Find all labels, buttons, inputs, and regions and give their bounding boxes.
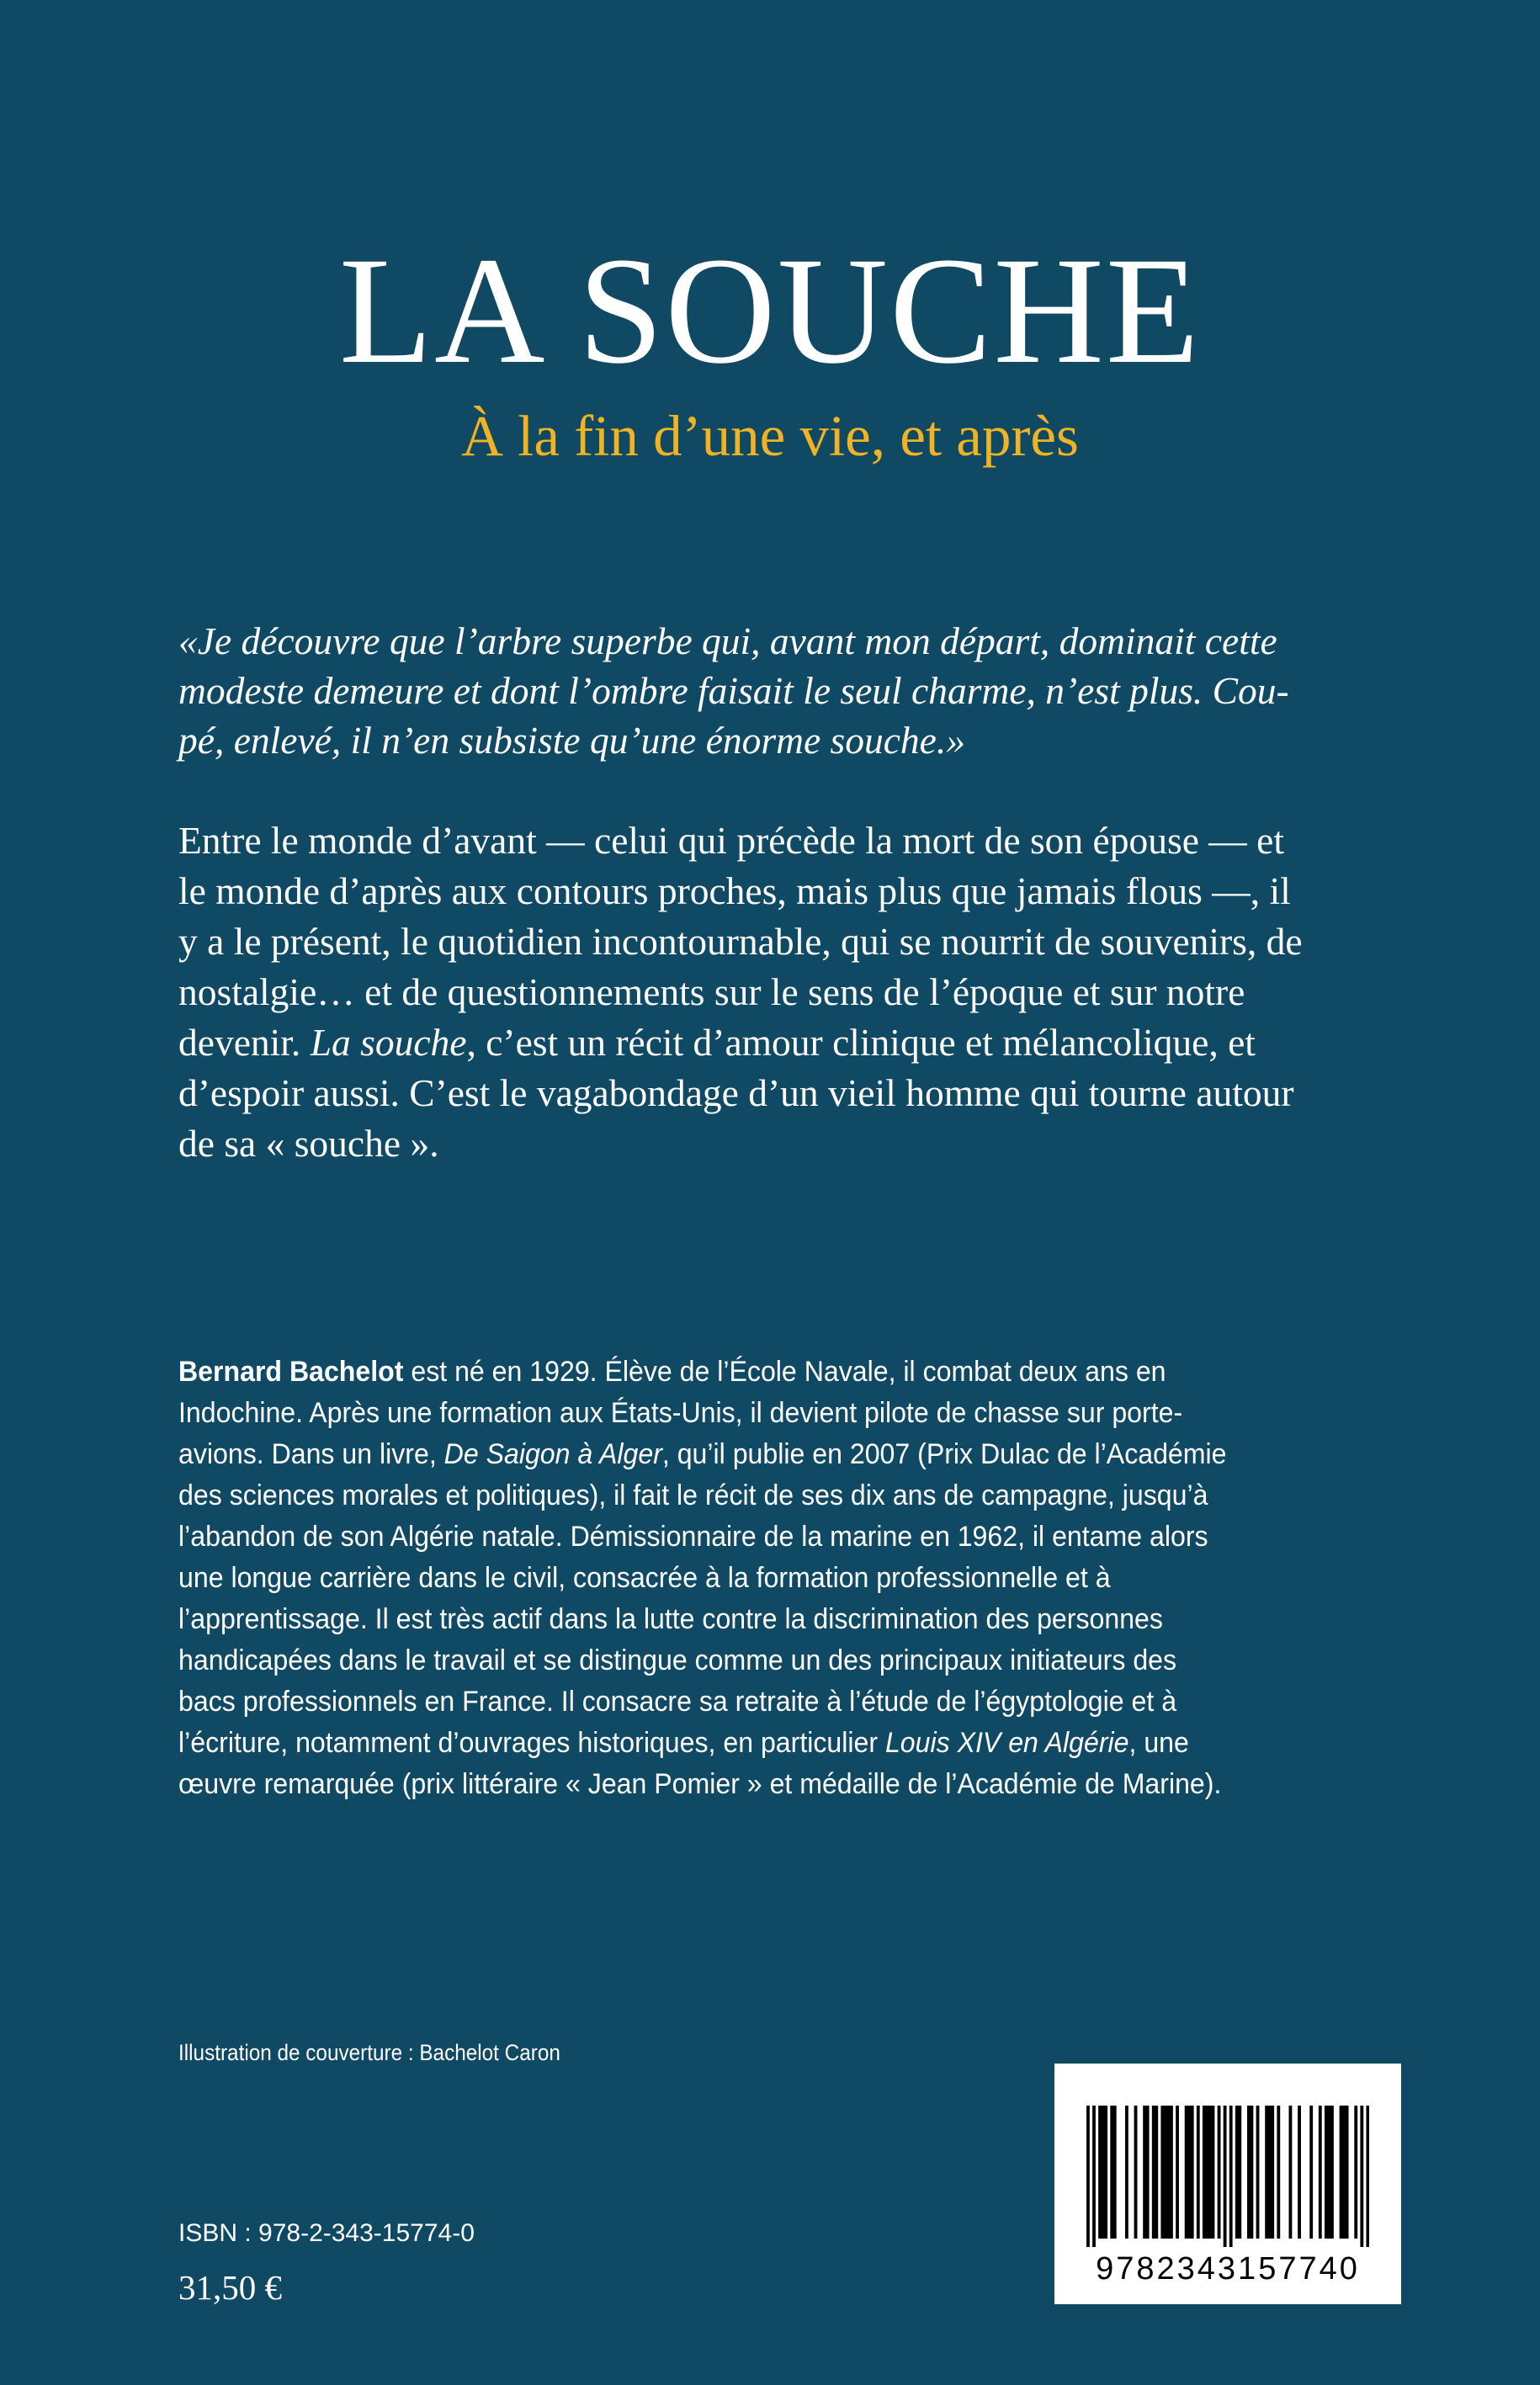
barcode-bar — [1146, 2106, 1150, 2239]
barcode-bar — [1309, 2106, 1313, 2239]
barcode-bar — [1143, 2106, 1146, 2239]
barcode-bar — [1092, 2106, 1096, 2247]
bio-line: des sciences morales et politiques), il fait le récit de ses dix ans de campagne, jusqu’à — [178, 1479, 1208, 1511]
bio-line — [178, 1723, 1329, 1764]
barcode-bar — [1191, 2106, 1194, 2239]
barcode — [1054, 2064, 1401, 2304]
barcode-bar — [1205, 2106, 1208, 2239]
barcode-bar — [1197, 2106, 1200, 2239]
barcode-bar — [1187, 2106, 1191, 2239]
price: 31,50 € — [178, 2268, 282, 2307]
bio-text: , une — [1128, 1727, 1189, 1759]
barcode-bar — [1164, 2106, 1167, 2239]
bio-line: bacs professionnels en France. Il consacre sa retraite à l’étude de l’égyptologie et à — [178, 1686, 1177, 1718]
bio-line: une longue carrière dans le civil, consacrée à la formation professionnelle et à — [178, 1562, 1111, 1594]
synopsis-book-title: La souche — [310, 1021, 467, 1064]
synopsis-line: de sa « souche ». — [178, 1122, 439, 1165]
barcode-bar — [1185, 2106, 1188, 2239]
barcode-bar — [1298, 2106, 1301, 2239]
barcode-bar — [1229, 2106, 1233, 2247]
barcode-bar — [1325, 2106, 1328, 2239]
quote-line: modeste demeure et dont l’ombre faisait le seul charme, n’est plus. Cou- — [178, 669, 1289, 712]
bio-book-title: De Saigon à Alger — [443, 1438, 662, 1470]
quote-line: «Je découvre que l’arbre superbe qui, avant mon départ, dominait cette — [178, 619, 1277, 662]
excerpt-quote — [178, 616, 1424, 765]
barcode-bar — [1104, 2106, 1107, 2239]
synopsis-line: nostalgie… et de questionnements sur le sens de l’époque et sur notre — [178, 970, 1245, 1013]
author-name: Bernard Bachelot — [178, 1356, 404, 1388]
barcode-bar — [1098, 2106, 1102, 2239]
barcode-bar — [1113, 2106, 1117, 2239]
barcode-bar — [1125, 2106, 1128, 2239]
barcode-bar — [1277, 2106, 1280, 2239]
barcode-bar — [1265, 2106, 1268, 2239]
barcode-bar — [1342, 2106, 1346, 2239]
barcode-bar — [1166, 2106, 1170, 2239]
quote-line: pé, enlevé, il n’en subsiste qu’une énorme souche.» — [178, 719, 965, 762]
barcode-bar — [1218, 2106, 1221, 2239]
barcode-bar — [1203, 2106, 1206, 2239]
barcode-bar — [1327, 2106, 1330, 2239]
barcode-bar — [1176, 2106, 1179, 2239]
synopsis-line: y a le présent, le quotidien incontournable, qui se nourrit de souvenirs, de — [178, 920, 1303, 963]
barcode-number: 9782343157740 — [1096, 2251, 1360, 2287]
barcode-bar — [1354, 2106, 1357, 2239]
synopsis-paragraph — [178, 815, 1424, 1169]
barcode-bar — [1330, 2106, 1334, 2239]
barcode-bar — [1247, 2106, 1251, 2239]
illustration-credit: Illustration de couverture : Bachelot Caron — [178, 2040, 560, 2065]
bio-line: handicapées dans le travail et se distingue comme un des principaux initiateurs des — [178, 1644, 1177, 1676]
synopsis-line: d’espoir aussi. C’est le vagabondage d’un vieil homme qui tourne autour — [178, 1071, 1294, 1114]
barcode-bar — [1235, 2106, 1239, 2239]
synopsis-line: le monde d’après aux contours proches, mais plus que jamais flous —, il — [178, 869, 1291, 912]
synopsis-text: devenir. — [178, 1021, 311, 1064]
bio-text: est né en 1929. Élève de l’École Navale, il combat deux ans en — [403, 1356, 1166, 1388]
book-title: LA SOUCHE — [338, 226, 1202, 396]
bio-book-title: Louis XIV en Algérie — [884, 1727, 1129, 1759]
barcode-bar — [1170, 2106, 1173, 2239]
bio-line — [178, 1434, 1329, 1475]
barcode-bar — [1152, 2106, 1155, 2239]
bio-line — [178, 1352, 1329, 1393]
synopsis-line: Entre le monde d’avant — celui qui précède la mort de son épouse — et — [178, 819, 1284, 862]
barcode-bar — [1366, 2106, 1369, 2247]
author-biography — [178, 1352, 1329, 1805]
barcode-bar — [1360, 2106, 1363, 2247]
bio-line: l’abandon de son Algérie natale. Démissionnaire de la marine en 1962, il entame alors — [178, 1521, 1208, 1553]
barcode-bar — [1134, 2106, 1138, 2239]
bio-text: , qu’il publie en 2007 (Prix Dulac de l’Académie — [661, 1438, 1227, 1470]
barcode-bar — [1256, 2106, 1260, 2239]
bio-text: avions. Dans un livre, — [178, 1438, 444, 1470]
barcode-bar — [1110, 2106, 1113, 2239]
bio-text: l’écriture, notamment d’ouvrages historiques, en particulier — [178, 1727, 885, 1759]
bio-line: l’apprentissage. Il est très actif dans la lutte contre la discrimination des personnes — [178, 1603, 1163, 1635]
barcode-bar — [1086, 2106, 1090, 2247]
barcode-bar — [1102, 2106, 1105, 2239]
barcode-bar — [1155, 2106, 1158, 2239]
barcode-bar — [1238, 2106, 1241, 2239]
barcode-bar — [1251, 2106, 1254, 2239]
barcode-bar — [1319, 2106, 1322, 2239]
barcode-bar — [1271, 2106, 1274, 2239]
isbn: ISBN : 978-2-343-15774-0 — [178, 2219, 475, 2247]
bio-line: œuvre remarquée (prix littéraire « Jean Pomier » et médaille de l’Académie de Marine). — [178, 1768, 1222, 1800]
barcode-bar — [1208, 2106, 1212, 2239]
synopsis-text: , c’est un récit d’amour clinique et mélancolique, et — [466, 1021, 1256, 1064]
barcode-bar — [1346, 2106, 1349, 2239]
synopsis-line — [178, 1017, 1424, 1068]
barcode-bar — [1340, 2106, 1343, 2239]
barcode-bar — [1224, 2106, 1227, 2247]
barcode-bar — [1212, 2106, 1215, 2239]
book-subtitle: À la fin d’une vie, et après — [461, 404, 1079, 468]
bio-line: Indochine. Après une formation aux États-Unis, il devient pilote de chasse sur porte- — [178, 1397, 1183, 1429]
barcode-bar — [1268, 2106, 1272, 2239]
barcode-bar — [1160, 2106, 1164, 2239]
barcode-bars — [1086, 2106, 1369, 2247]
barcode-bar — [1289, 2106, 1293, 2239]
